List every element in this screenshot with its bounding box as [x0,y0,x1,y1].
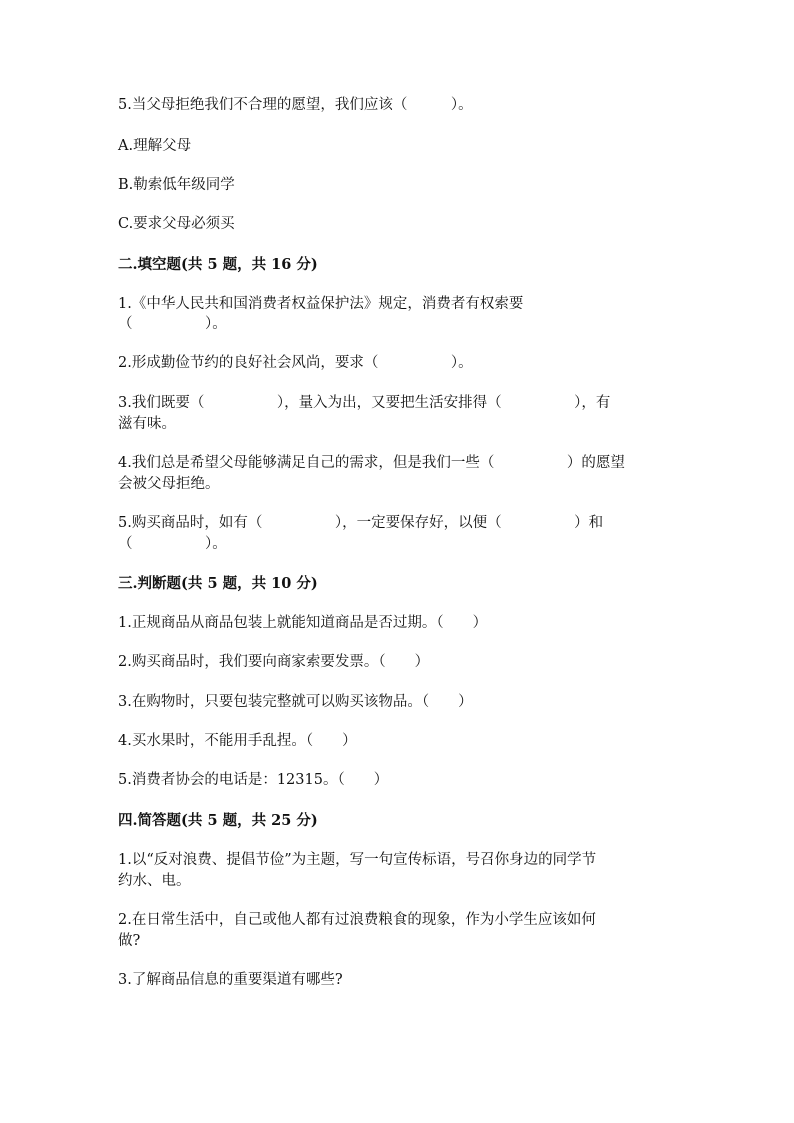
fill-question-5-line-2: （ ）。 [118,536,227,552]
option-a: A.理解父母 [118,138,192,154]
short-question-1-line-1: 1.以“反对浪费、提倡节俭”为主题，写一句宣传标语，号召你身边的同学节 [118,852,597,868]
judge-question-1: 1.正规商品从商品包装上就能知道商品是否过期。（ ） [118,615,488,631]
judge-question-2: 2.购买商品时，我们要向商家索要发票。（ ） [118,654,430,670]
fill-question-3-line-1: 3.我们既要（ ），量入为出，又要把生活安排得（ ），有 [118,395,611,411]
fill-question-4-line-2: 会被父母拒绝。 [118,476,220,492]
fill-question-1-line-2: （ ）。 [118,316,227,332]
fill-question-3-line-2: 滋有味。 [118,416,176,432]
judge-question-3: 3.在购物时，只要包装完整就可以购买该物品。（ ） [118,694,473,710]
fill-question-1-line-1: 1.《中华人民共和国消费者权益保护法》规定，消费者有权索要 [118,296,524,312]
option-b: B.勒索低年级同学 [118,177,235,193]
multiple-choice-question-5: 5.当父母拒绝我们不合理的愿望，我们应该（ ）。 [118,97,473,113]
option-c: C.要求父母必须买 [118,216,235,232]
judge-question-5: 5.消费者协会的电话是：12315。（ ） [118,772,389,788]
section-title-true-false: 三.判断题(共 5 题，共 10 分) [118,575,318,592]
fill-question-4-line-1: 4.我们总是希望父母能够满足自己的需求，但是我们一些（ ）的愿望 [118,455,625,471]
judge-question-4: 4.买水果时，不能用手乱捏。（ ） [118,733,357,749]
section-title-short-answer: 四.简答题(共 5 题，共 25 分) [118,812,318,829]
short-question-2-line-1: 2.在日常生活中，自己或他人都有过浪费粮食的现象，作为小学生应该如何 [118,912,596,928]
short-question-3: 3.了解商品信息的重要渠道有哪些? [118,972,343,988]
fill-question-2: 2.形成勤俭节约的良好社会风尚，要求（ ）。 [118,355,473,371]
fill-question-5-line-1: 5.购买商品时，如有（ ），一定要保存好，以便（ ）和 [118,515,604,531]
section-title-fill-in: 二.填空题(共 5 题，共 16 分) [118,256,318,273]
short-question-2-line-2: 做? [118,933,141,949]
short-question-1-line-2: 约水、电。 [118,873,191,889]
